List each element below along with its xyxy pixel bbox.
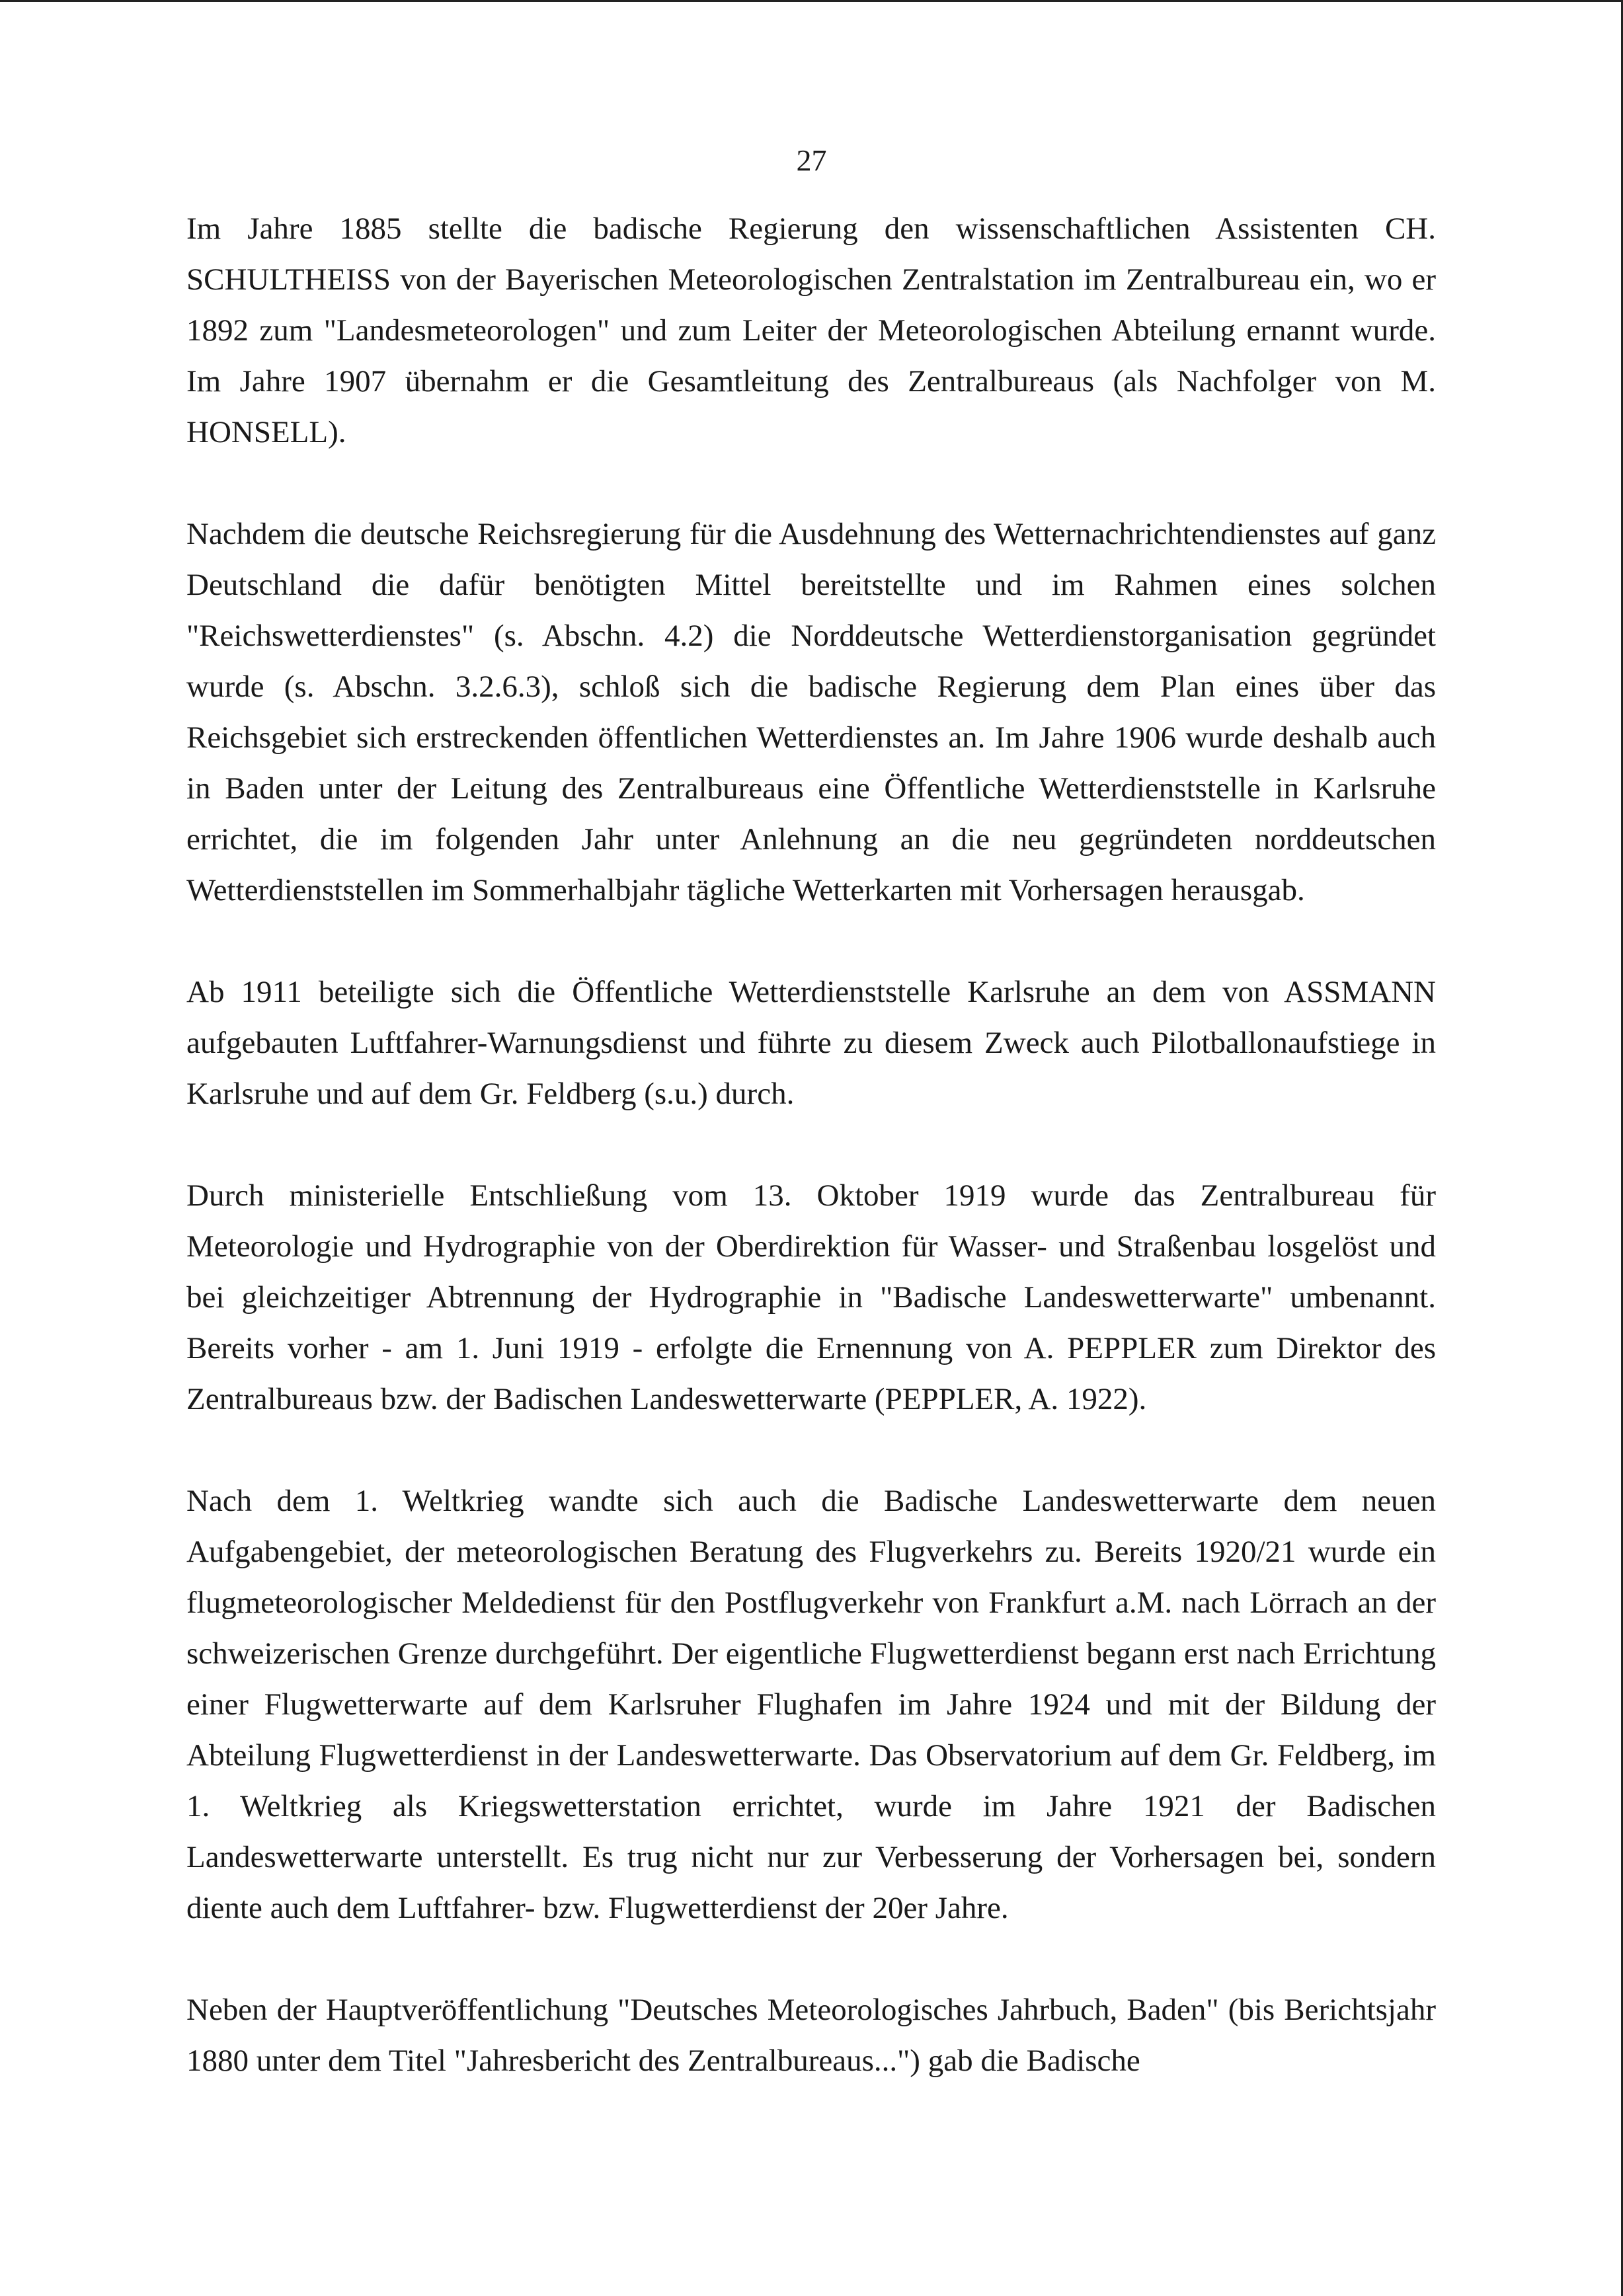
paragraph-2: Nachdem die deutsche Reichsregierung für die Ausdehnung des Wetternachrichtendienstes auf ganz Deutschland die dafür benötigten Mittel bereitstellte und im Rahmen eines solchen "Reichswetterdienstes" (s. Abschn. 4.2) die Norddeutsche Wetterdienstorganisation gegründet wurde (s. Abschn. 3.2.6.3), schloß sich die badische Regierung dem Plan eines über das Reichsgebiet sich erstreckenden öffentlichen Wetterdienstes an. Im Jahre 1906 wurde deshalb auch in Baden unter der Leitung des Zentralbureaus eine Öffentliche Wetterdienststelle in Karlsruhe errichtet, die im folgenden Jahr unter Anlehnung an die neu gegründeten norddeutschen Wetterdienststellen im Sommerhalbjahr tägliche Wetterkarten mit Vorhersagen herausgab. [186,517,1436,907]
page-number: 27 [796,143,827,177]
paragraph-1: Im Jahre 1885 stellte die badische Regierung den wissenschaftlichen Assistenten CH. SCHULTHEISS von der Bayerischen Meteorologischen Zentralstation im Zentralbureau ein, wo er 1892 zum "Landesmeteorologen" und zum Leiter der Meteorologischen Abteilung ernannt wurde. Im Jahre 1907 übernahm er die Gesamtleitung des Zentralbureaus (als Nachfolger von M. HONSELL). [186,211,1436,449]
paragraph-3: Ab 1911 beteiligte sich die Öffentliche Wetterdienststelle Karlsruhe an dem von ASSMANN aufgebauten Luftfahrer-Warnungsdienst und führte zu diesem Zweck auch Pilotballonaufstiege in Karlsruhe und auf dem Gr. Feldberg (s.u.) durch. [186,975,1436,1111]
body-text [186,204,1436,2086]
paragraph-6: Neben der Hauptveröffentlichung "Deutsches Meteorologisches Jahrbuch, Baden" (bis Berichtsjahr 1880 unter dem Titel "Jahresbericht des Zentralbureaus...") gab die Badische [186,1993,1436,2078]
paragraph-5: Nach dem 1. Weltkrieg wandte sich auch die Badische Landeswetterwarte dem neuen Aufgabengebiet, der meteorologischen Beratung des Flugverkehrs zu. Bereits 1920/21 wurde ein flugmeteorologischer Meldedienst für den Postflugverkehr von Frankfurt a.M. nach Lörrach an der schweizerischen Grenze durchgeführt. Der eigentliche Flugwetterdienst begann erst nach Errichtung einer Flugwetterwarte auf dem Karlsruher Flughafen im Jahre 1924 und mit der Bildung der Abteilung Flugwetterdienst in der Landeswetterwarte. Das Observatorium auf dem Gr. Feldberg, im 1. Weltkrieg als Kriegswetterstation errichtet, wurde im Jahre 1921 der Badischen Landeswetterwarte unterstellt. Es trug nicht nur zur Verbesserung der Vorhersagen bei, sondern diente auch dem Luftfahrer- bzw. Flugwetterdienst der 20er Jahre. [186,1484,1436,1925]
paragraph-4: Durch ministerielle Entschließung vom 13. Oktober 1919 wurde das Zentralbureau für Meteorologie und Hydrographie von der Oberdirektion für Wasser- und Straßenbau losgelöst und bei gleichzeitiger Abtrennung der Hydrographie in "Badische Landeswetterwarte" umbenannt. Bereits vorher - am 1. Juni 1919 - erfolgte die Ernennung von A. PEPPLER zum Direktor des Zentralbureaus bzw. der Badischen Landeswetterwarte (PEPPLER, A. 1922). [186,1178,1436,1416]
